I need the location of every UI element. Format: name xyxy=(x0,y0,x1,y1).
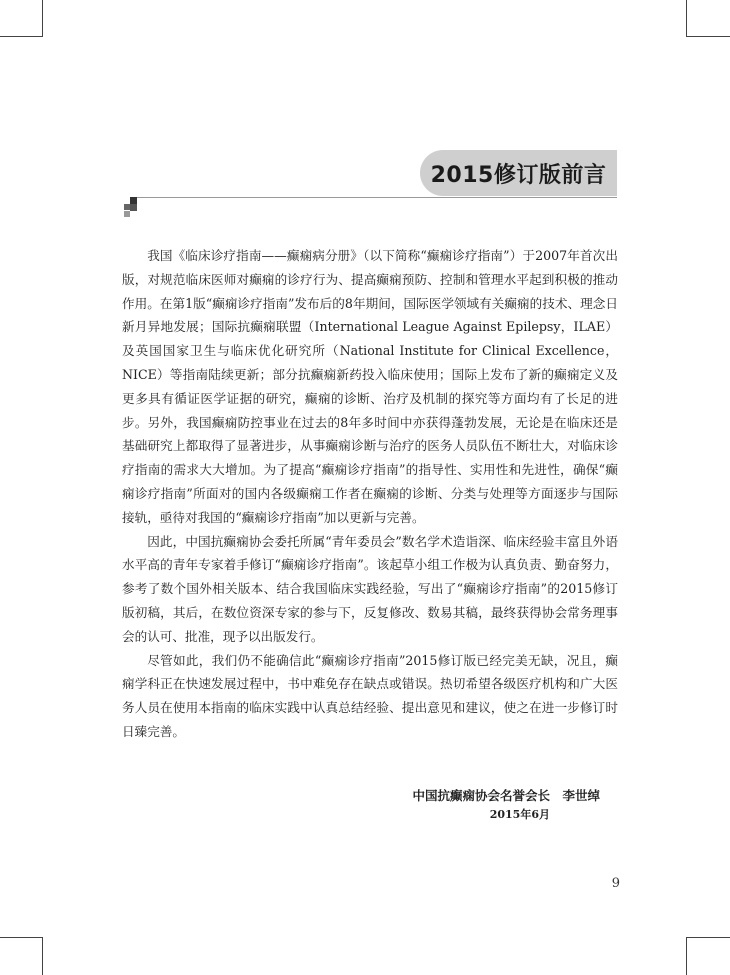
signature-date: 2015年6月 xyxy=(489,808,550,821)
crop-mark-bottom-right-vertical xyxy=(686,937,687,975)
crop-mark-top-right-horizontal xyxy=(686,36,730,37)
decorative-square xyxy=(124,211,130,217)
signature-author: 中国抗癫痫协会名誉会长 李世绰 xyxy=(412,788,600,803)
page-title-banner xyxy=(420,150,617,196)
title-divider xyxy=(130,197,617,198)
crop-mark-bottom-right-horizontal xyxy=(686,937,730,938)
crop-mark-bottom-left-horizontal xyxy=(0,937,43,938)
crop-mark-top-right-vertical xyxy=(686,0,687,37)
page-number: 9 xyxy=(611,876,620,891)
decorative-square xyxy=(130,197,137,204)
paragraph: 因此，中国抗癫痫协会委托所属“青年委员会”数名学术造诣深、临床经验丰富且外语水平高的青年专家着手修订“癫痫诊疗指南”。该起草小组工作极为认真负责、勤奋努力，参考了数个国外相关版本、结合我国临床实践经验，写出了“癫痫诊疗指南”的2015修订版初稿，其后，在数位资深专家的参与下，反复修改、数易其稿，最终获得协会常务理事会的认可、批准，现予以出版发行。 xyxy=(122,533,618,644)
paragraph: 尽管如此，我们仍不能确信此“癫痫诊疗指南”2015修订版已经完美无缺，况且，癫痫学科正在快速发展过程中，书中难免存在缺点或错误。热切希望各级医疗机构和广大医务人员在使用本指南的临床实践中认真总结经验、提出意见和建议，使之在进一步修订时日臻完善。 xyxy=(122,652,618,739)
crop-mark-top-left-vertical xyxy=(42,0,43,37)
paragraph: 我国《临床诊疗指南——癫痫病分册》（以下简称“癫痫诊疗指南”）于2007年首次出版，对规范临床医师对癫痫的诊疗行为、提高癫痫预防、控制和管理水平起到积极的推动作用。在第1版“癫痫诊疗指南”发布后的8年期间，国际医学领域有关癫痫的技术、理念日新月异地发展；国际抗癫痫联盟（International League Against Epilepsy，ILAE）及英国国家卫生与临床优化研究所（National Institute for Clinical Excellence，NICE）等指南陆续更新；部分抗癫痫新药投入临床使用；国际上发布了新的癫痫定义及更多具有循证医学证据的研究，癫痫的诊断、治疗及机制的探究等方面均有了长足的进步。另外，我国癫痫防控事业在过去的8年多时间中亦获得蓬勃发展，无论是在临床还是基础研究上都取得了显著进步，从事癫痫诊断与治疗的医务人员队伍不断壮大，对临床诊疗指南的需求大大增加。为了提高“癫痫诊疗指南”的指导性、实用性和先进性，确保“癫痫诊疗指南”所面对的国内各级癫痫工作者在癫痫的诊断、分类与处理等方面逐步与国际接轨，亟待对我国的“癫痫诊疗指南”加以更新与完善。 xyxy=(122,248,618,525)
preface-body xyxy=(122,244,618,744)
crop-mark-top-left-horizontal xyxy=(0,36,43,37)
page-title: 2015修订版前言 xyxy=(430,162,607,188)
crop-mark-bottom-left-vertical xyxy=(42,937,43,975)
decorative-square xyxy=(130,204,137,211)
